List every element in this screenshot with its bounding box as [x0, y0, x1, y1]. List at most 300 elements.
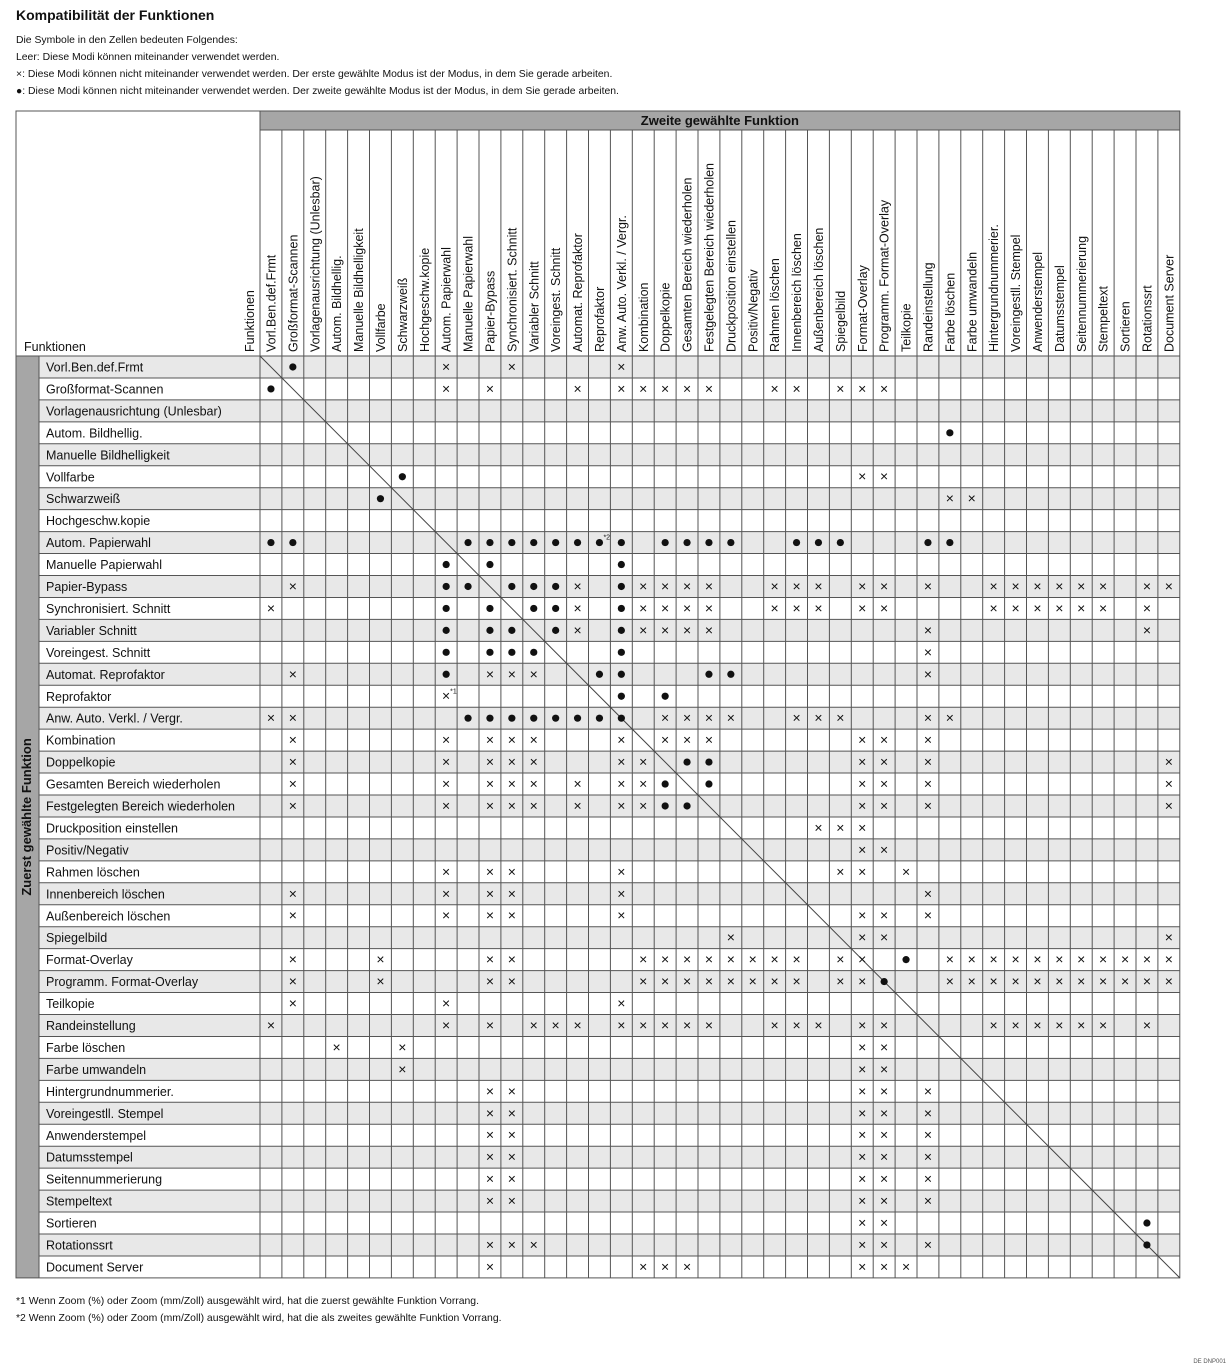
cross-mark: × [858, 1038, 867, 1055]
cross-mark: × [858, 797, 867, 814]
column-header: Reprofaktor [592, 286, 607, 352]
cross-mark: × [573, 577, 582, 594]
cross-mark: × [726, 951, 735, 968]
first-function-header: Zuerst gewählte Funktion [19, 738, 34, 896]
cross-mark: × [858, 468, 867, 485]
row-header: Variabler Schnitt [46, 623, 137, 638]
dot-mark [267, 539, 274, 546]
cross-mark: × [1164, 775, 1173, 792]
dot-mark [530, 583, 537, 590]
cross-mark: × [770, 599, 779, 616]
cross-mark: × [573, 599, 582, 616]
cross-mark: × [901, 863, 911, 880]
cross-mark: × [880, 1126, 889, 1143]
cross-mark: × [507, 1148, 516, 1165]
cross-mark: × [573, 775, 582, 792]
cross-mark: × [858, 599, 867, 616]
column-header: Sortieren [1118, 301, 1133, 352]
row-header: Datumsstempel [46, 1150, 133, 1165]
cross-mark: × [770, 951, 779, 968]
cross-mark: × [836, 380, 845, 397]
cross-mark: × [1142, 599, 1152, 616]
column-header: Rahmen löschen [768, 258, 783, 352]
dot-mark [377, 495, 384, 502]
row-header: Voreingestll. Stempel [46, 1106, 164, 1121]
row-header: Hochgeschw.kopie [46, 514, 151, 529]
cross-mark: × [880, 1148, 889, 1165]
cross-mark: × [858, 863, 867, 880]
cross-mark: × [923, 775, 933, 792]
cross-mark: × [858, 841, 867, 858]
cross-mark: × [704, 973, 714, 990]
cross-mark: × [1077, 1016, 1086, 1033]
cross-mark: × [1077, 951, 1086, 968]
dot-mark [552, 583, 559, 590]
cross-mark: × [682, 973, 692, 990]
cross-mark: × [880, 1016, 889, 1033]
cross-mark: × [682, 731, 692, 748]
row-header: Innenbereich löschen [46, 887, 165, 902]
cross-mark: × [858, 1082, 867, 1099]
cross-mark: × [661, 1258, 670, 1275]
cross-mark: × [682, 1258, 692, 1275]
cross-mark: × [880, 1192, 889, 1209]
cross-mark: × [639, 380, 648, 397]
cross-mark: × [726, 709, 735, 726]
dot-mark [946, 429, 953, 436]
row-header: Autom. Bildhellig. [46, 426, 143, 441]
dot-mark [508, 649, 515, 656]
cross-mark: × [617, 1016, 626, 1033]
dot-mark [508, 539, 515, 546]
cross-mark: × [442, 863, 451, 880]
cross-mark: × [573, 380, 582, 397]
dot-mark [618, 561, 625, 568]
cross-mark: × [836, 863, 845, 880]
cross-mark: × [529, 797, 538, 814]
cross-mark: × [661, 599, 670, 616]
cross-mark: × [485, 1126, 495, 1143]
dot-mark [618, 539, 625, 546]
cross-mark: × [1164, 577, 1173, 594]
row-header: Randeinstellung [46, 1019, 136, 1033]
cross-mark: × [967, 490, 976, 507]
cross-mark: × [1033, 577, 1042, 594]
cross-mark: × [704, 1016, 714, 1033]
dot-mark [683, 802, 690, 809]
cross-mark: × [880, 929, 889, 946]
cross-mark: × [507, 973, 516, 990]
cross-mark: × [1142, 951, 1152, 968]
cross-mark: × [507, 1082, 516, 1099]
row-header: Kombination [46, 733, 116, 748]
cross-mark: × [288, 907, 297, 924]
cross-mark: × [288, 665, 297, 682]
cross-mark: × [792, 380, 801, 397]
cross-mark: × [726, 929, 735, 946]
cross-mark: × [923, 1126, 933, 1143]
column-header: Voreingest. Schnitt [549, 247, 564, 352]
cross-mark: × [1142, 577, 1152, 594]
dot-mark [486, 561, 493, 568]
dot-mark [486, 649, 493, 656]
cross-mark: × [923, 907, 933, 924]
cross-mark: × [1033, 1016, 1042, 1033]
cross-mark: × [858, 731, 867, 748]
cross-mark: × [880, 907, 889, 924]
cross-mark: × [945, 709, 954, 726]
cross-mark: × [485, 775, 495, 792]
column-header: Gesamten Bereich wiederholen [680, 177, 695, 352]
cross-mark: × [442, 797, 451, 814]
cross-mark: × [1164, 951, 1173, 968]
cross-mark: × [1055, 973, 1064, 990]
dot-mark [881, 978, 888, 985]
cross-mark: × [858, 1104, 867, 1121]
column-header: Innenbereich löschen [790, 233, 805, 352]
cross-mark: × [923, 797, 933, 814]
cross-mark: × [485, 1016, 495, 1033]
column-header: Vollfarbe [373, 303, 388, 352]
column-header: Kombination [636, 282, 651, 352]
dot-mark [705, 671, 712, 678]
cross-mark: × [880, 1214, 889, 1231]
row-header: Festgelegten Bereich wiederholen [46, 799, 236, 814]
cross-mark: × [1077, 577, 1086, 594]
cross-mark: × [967, 973, 976, 990]
row-header: Sortieren [46, 1216, 97, 1231]
cross-mark: × [639, 753, 648, 770]
cross-mark: × [485, 753, 495, 770]
cross-mark: × [682, 621, 692, 638]
cross-mark: × [442, 687, 451, 704]
cross-mark: × [485, 731, 495, 748]
dot-mark [486, 605, 493, 612]
dot-mark [1143, 1219, 1150, 1226]
cross-mark: × [1099, 973, 1108, 990]
dot-mark [618, 605, 625, 612]
cross-mark: × [617, 753, 626, 770]
row-header: Voreingest. Schnitt [46, 645, 151, 660]
cross-mark: × [661, 731, 670, 748]
cross-mark: × [507, 358, 516, 375]
row-header: Vorl.Ben.def.Frmt [46, 360, 144, 375]
dot-mark [618, 693, 625, 700]
column-header: Manuelle Bildhelligkeit [352, 228, 367, 352]
cross-mark: × [945, 973, 954, 990]
dot-mark [837, 539, 844, 546]
cross-mark: × [880, 1082, 889, 1099]
cross-mark: × [639, 775, 648, 792]
row-header: Manuelle Bildhelligkeit [46, 448, 170, 463]
column-header: Vorlagenausrichtung (Unlesbar) [308, 176, 323, 352]
cross-mark: × [858, 577, 867, 594]
cross-mark: × [726, 973, 735, 990]
cross-mark: × [880, 797, 889, 814]
row-header: Papier-Bypass [46, 580, 128, 594]
legend-dot: ●: Diese Modi können nicht miteinander verwendet werden. Der zweite gewählte Modus ist der Modus, in dem Sie gerade arbeiten. [16, 86, 619, 97]
dot-mark [727, 671, 734, 678]
column-header: Hochgeschw.kopie [417, 247, 432, 352]
dot-mark [443, 605, 450, 612]
cross-mark: × [814, 577, 823, 594]
dot-mark [662, 539, 669, 546]
cross-mark: × [617, 797, 626, 814]
row-header: Rahmen löschen [46, 865, 140, 880]
row-header: Teilkopie [46, 997, 95, 1012]
cross-mark: × [661, 973, 670, 990]
cross-mark: × [1011, 973, 1020, 990]
dot-mark [596, 715, 603, 722]
dot-mark [530, 605, 537, 612]
cross-mark: × [836, 709, 845, 726]
cross-mark: × [814, 1016, 823, 1033]
cross-mark: × [485, 1082, 495, 1099]
footnote-2: *2 Wenn Zoom (%) oder Zoom (mm/Zoll) ausgewählt wird, hat die als zweites gewählte Funktion Vorrang. [16, 1313, 502, 1324]
column-header: Rotationssrt [1140, 285, 1155, 352]
cross-mark: × [858, 1016, 867, 1033]
cross-mark: × [792, 951, 801, 968]
cross-mark: × [507, 1192, 516, 1209]
cross-mark: × [858, 753, 867, 770]
cross-mark: × [880, 1038, 889, 1055]
dot-mark [793, 539, 800, 546]
cross-mark: × [880, 468, 889, 485]
row-header: Autom. Papierwahl [46, 536, 151, 551]
cross-mark: × [485, 951, 495, 968]
dot-mark [486, 539, 493, 546]
cross-mark: × [880, 841, 889, 858]
cross-mark: × [288, 951, 297, 968]
cross-mark: × [923, 621, 933, 638]
second-function-header: Zweite gewählte Funktion [640, 113, 799, 128]
note-marker-1: *1 [450, 688, 457, 696]
dot-mark [289, 539, 296, 546]
column-header: Spiegelbild [833, 290, 848, 352]
cross-mark: × [639, 973, 648, 990]
cross-mark: × [858, 1148, 867, 1165]
cross-mark: × [923, 709, 933, 726]
cross-mark: × [507, 775, 516, 792]
row-header: Farbe umwandeln [46, 1062, 147, 1077]
cross-mark: × [880, 380, 889, 397]
cross-mark: × [1077, 599, 1086, 616]
dot-mark [618, 627, 625, 634]
cross-mark: × [858, 973, 867, 990]
cross-mark: × [661, 1016, 670, 1033]
dot-mark [705, 539, 712, 546]
cross-mark: × [617, 380, 626, 397]
dot-mark [508, 627, 515, 634]
column-header: Manuelle Papierwahl [461, 235, 476, 352]
cross-mark: × [485, 973, 495, 990]
cross-mark: × [442, 995, 451, 1012]
dot-mark [486, 715, 493, 722]
cross-mark: × [704, 621, 714, 638]
cross-mark: × [1011, 1016, 1020, 1033]
cross-mark: × [923, 1192, 933, 1209]
column-header: Variabler Schnitt [527, 261, 542, 352]
cross-mark: × [485, 907, 495, 924]
column-header: Druckposition einstellen [724, 219, 739, 352]
cross-mark: × [880, 731, 889, 748]
cross-mark: × [485, 1258, 495, 1275]
cross-mark: × [704, 577, 714, 594]
cross-mark: × [529, 665, 538, 682]
column-header: Programm. Format-Overlay [877, 199, 892, 352]
cross-mark: × [507, 885, 516, 902]
column-header: Anw. Auto. Verkl. / Vergr. [614, 215, 629, 352]
cross-mark: × [617, 863, 626, 880]
row-header: Positiv/Negativ [46, 843, 129, 858]
cross-mark: × [485, 863, 495, 880]
cross-mark: × [1120, 951, 1130, 968]
cross-mark: × [639, 577, 648, 594]
dot-mark [662, 780, 669, 787]
cross-mark: × [1055, 599, 1064, 616]
cross-mark: × [770, 1016, 779, 1033]
cross-mark: × [507, 907, 516, 924]
cross-mark: × [989, 1016, 998, 1033]
cross-mark: × [704, 951, 714, 968]
cross-mark: × [858, 907, 867, 924]
cross-mark: × [704, 731, 714, 748]
row-header: Reprofaktor [46, 689, 112, 704]
cross-mark: × [682, 1016, 692, 1033]
cross-mark: × [617, 731, 626, 748]
cross-mark: × [923, 753, 933, 770]
cross-mark: × [1011, 577, 1020, 594]
row-header: Großformat-Scannen [46, 382, 164, 397]
column-header: Anwenderstempel [1030, 251, 1045, 352]
cross-mark: × [880, 775, 889, 792]
row-header: Synchronisiert. Schnitt [46, 601, 171, 616]
column-header: Seitennummerierung [1074, 235, 1089, 352]
cross-mark: × [573, 1016, 582, 1033]
dot-mark [530, 539, 537, 546]
cross-mark: × [858, 819, 867, 836]
cross-mark: × [814, 599, 823, 616]
cross-mark: × [617, 358, 626, 375]
cross-mark: × [1033, 951, 1042, 968]
column-header: Positiv/Negativ [746, 269, 761, 352]
row-header: Außenbereich löschen [46, 909, 171, 924]
column-header: Format-Overlay [855, 265, 870, 352]
cross-mark: × [1077, 973, 1086, 990]
cross-mark: × [266, 599, 276, 616]
dot-mark [662, 693, 669, 700]
cross-mark: × [1099, 951, 1108, 968]
cross-mark: × [792, 599, 801, 616]
cross-mark: × [288, 709, 297, 726]
cross-mark: × [639, 621, 648, 638]
cross-mark: × [507, 863, 516, 880]
cross-mark: × [288, 885, 297, 902]
cross-mark: × [880, 599, 889, 616]
cross-mark: × [661, 577, 670, 594]
dot-mark [596, 671, 603, 678]
cross-mark: × [989, 599, 998, 616]
cross-mark: × [858, 775, 867, 792]
cross-mark: × [376, 973, 385, 990]
cross-mark: × [923, 1082, 933, 1099]
dot-mark [683, 539, 690, 546]
cross-mark: × [1099, 599, 1108, 616]
dot-mark [946, 539, 953, 546]
cross-mark: × [704, 599, 714, 616]
cross-mark: × [442, 1016, 451, 1033]
cross-mark: × [639, 951, 648, 968]
cross-mark: × [507, 1126, 516, 1143]
row-header: Seitennummerierung [46, 1172, 163, 1187]
dot-mark [552, 539, 559, 546]
cross-mark: × [573, 797, 582, 814]
dot-mark [552, 715, 559, 722]
cross-mark: × [1033, 973, 1042, 990]
cross-mark: × [858, 380, 867, 397]
row-header: Vollfarbe [46, 470, 95, 485]
cross-mark: × [507, 1236, 516, 1253]
cross-mark: × [1055, 1016, 1064, 1033]
cross-mark: × [617, 775, 626, 792]
cross-mark: × [398, 1038, 407, 1055]
cross-mark: × [661, 380, 670, 397]
cross-mark: × [682, 951, 692, 968]
dot-mark [399, 473, 406, 480]
cross-mark: × [639, 1258, 648, 1275]
row-header: Stempeltext [46, 1194, 113, 1209]
cross-mark: × [858, 1192, 867, 1209]
row-header: Gesamten Bereich wiederholen [46, 777, 221, 792]
row-header: Anw. Auto. Verkl. / Vergr. [46, 711, 183, 726]
cross-mark: × [551, 1016, 560, 1033]
row-header: Rotationssrt [46, 1238, 113, 1253]
cross-mark: × [376, 951, 385, 968]
dot-mark [618, 715, 625, 722]
cross-mark: × [770, 577, 779, 594]
column-header: Document Server [1162, 254, 1177, 352]
cross-mark: × [880, 1060, 889, 1077]
cross-mark: × [880, 1170, 889, 1187]
cross-mark: × [442, 753, 451, 770]
cross-mark: × [507, 797, 516, 814]
cross-mark: × [858, 929, 867, 946]
cross-mark: × [485, 380, 495, 397]
footnote-1: *1 Wenn Zoom (%) oder Zoom (mm/Zoll) ausgewählt wird, hat die zuerst gewählte Funktion Vorrang. [16, 1296, 479, 1307]
note-marker-2: *2 [603, 534, 611, 542]
dot-mark [574, 539, 581, 546]
cross-mark: × [485, 1170, 495, 1187]
cross-mark: × [792, 577, 801, 594]
cross-mark: × [858, 1258, 867, 1275]
dot-mark [443, 583, 450, 590]
legend-empty: Leer: Diese Modi können miteinander verwendet werden. [16, 52, 280, 63]
cross-mark: × [923, 731, 933, 748]
row-header: Format-Overlay [46, 953, 133, 968]
cross-mark: × [858, 1126, 867, 1143]
cross-mark: × [1164, 929, 1173, 946]
cross-mark: × [682, 709, 692, 726]
dot-mark [552, 627, 559, 634]
dot-mark [618, 671, 625, 678]
dot-mark [815, 539, 822, 546]
cross-mark: × [682, 380, 692, 397]
cross-mark: × [923, 665, 933, 682]
cross-mark: × [442, 358, 451, 375]
column-header: Synchronisiert. Schnitt [505, 227, 520, 352]
row-header: Hintergrundnummerier. [46, 1084, 174, 1099]
cross-mark: × [288, 577, 297, 594]
